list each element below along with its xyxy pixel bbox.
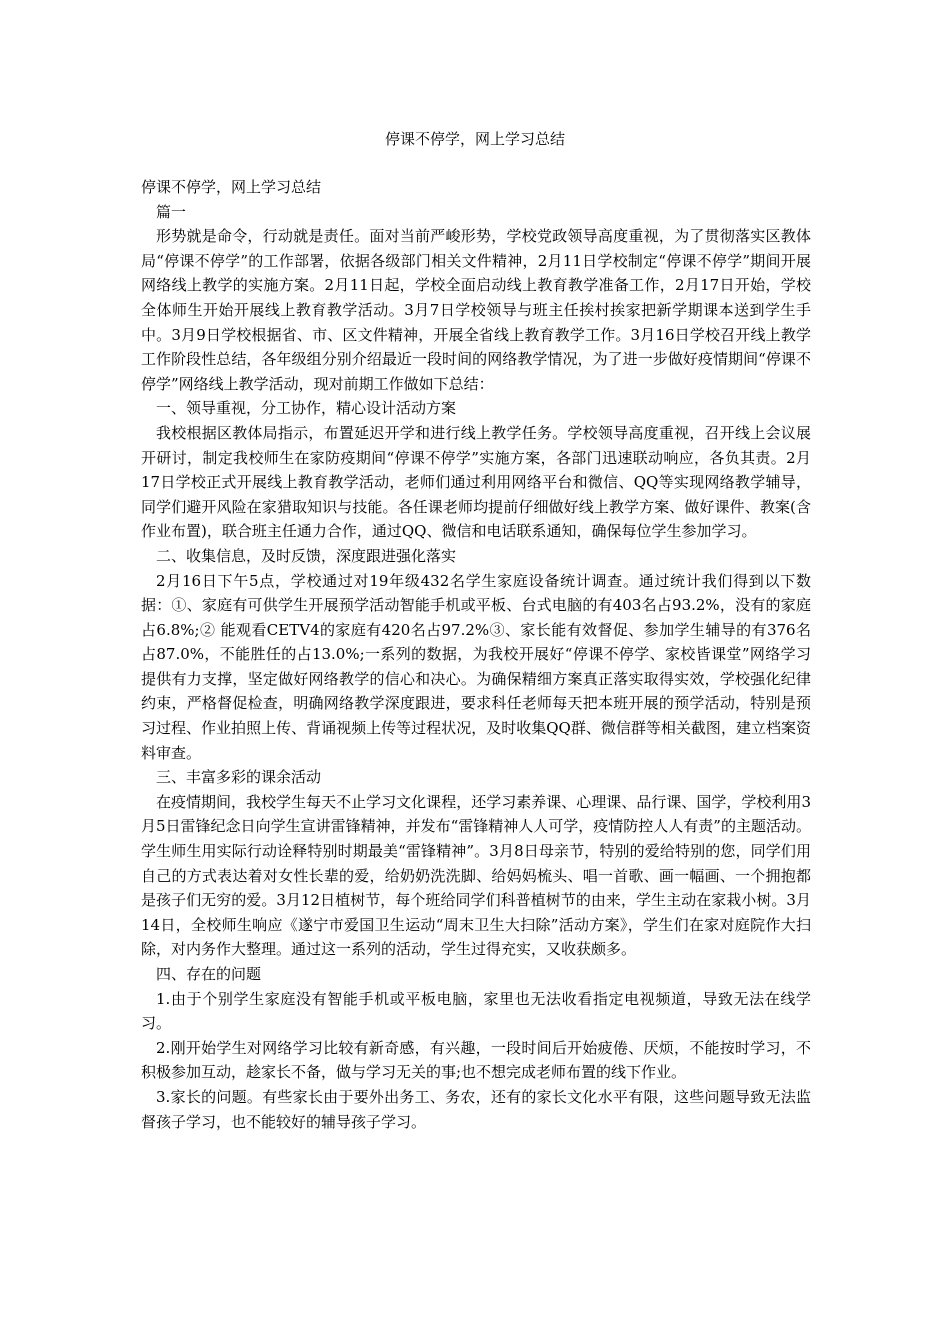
problem-item-3: 3.家长的问题。有些家长由于要外出务工、务农，还有的家长文化水平有限，这些问题导致无法监督孩子学习，也不能较好的辅导孩子学习。 — [141, 1087, 811, 1131]
section-heading-1: 一、领导重视，分工协作，精心设计活动方案 — [156, 399, 457, 418]
problem-item-1: 1.由于个别学生家庭没有智能手机或平板电脑，家里也无法收看指定电视频道，导致无法在线学习。 — [141, 989, 811, 1033]
problem-item-2: 2.刚开始学生对网络学习比较有新奇感，有兴趣，一段时间后开始疲倦、厌烦，不能按时学习，不积极参加互动，趁家长不备，做与学习无关的事;也不想完成老师布置的线下作业。 — [141, 1038, 811, 1082]
document-body — [141, 175, 811, 1134]
section-heading-4: 四、存在的问题 — [156, 965, 262, 983]
paragraph-section-2: 2月16日下午5点，学校通过对19年级432名学生家庭设备统计调查。通过统计我们得到以下数据：①、家庭有可供学生开展预学活动智能手机或平板、台式电脑的有403名占93.2%，没有的家庭占6.8%;② 能观看CETV4的家庭有420名占97.2%③、家长能有效督促、参加学生辅导的有376名占87.0%，不能胜任的占13.0%;一系列的数据，为我校开展好“停课不停学、家校皆课堂”网络学习提供有力支撑，坚定做好网络教学的信心和决心。为确保精细方案真正落实取得实效，学校强化纪律约束，严格督促检查，明确网络教学深度跟进，要求科任老师每天把本班开展的预学活动，特别是预习过程、作业拍照上传、背诵视频上传等过程状况，及时收集QQ群、微信群等相关截图，建立档案资料审查。 — [141, 571, 811, 762]
paragraph-section-1: 我校根据区教体局指示，布置延迟开学和进行线上教学任务。学校领导高度重视，召开线上会议展开研讨，制定我校师生在家防疫期间“停课不停学”实施方案，各部门迅速联动响应，各负其责。2月17日学校正式开展线上教育教学活动，老师们通过利用网络平台和微信、QQ等实现网络教学辅导，同学们避开风险在家猎取知识与技能。各任课老师均提前仔细做好线上教学方案、做好课件、教案(含作业布置)，联合班主任通力合作，通过QQ、微信和电话联系通知，确保每位学生参加学习。 — [141, 423, 811, 541]
paragraph-section-3: 在疫情期间，我校学生每天不止学习文化课程，还学习素养课、心理课、品行课、国学，学校利用3月5日雷锋纪念日向学生宣讲雷锋精神，并发布“雷锋精神人人可学，疫情防控人人有责”的主题活动。学生师生用实际行动诠释特别时期最美“雷锋精神”。3月8日母亲节，特别的爱给特别的您，同学们用自己的方式表达着对女性长辈的爱，给奶奶洗洗脚、给妈妈梳头、唱一首歌、画一幅画、一个拥抱都是孩子们无穷的爱。3月12日植树节，每个班给同学们科普植树节的由来，学生主动在家栽小树。3月14日，全校师生响应《遂宁市爱国卫生运动“周末卫生大扫除”活动方案》，学生们在家对庭院作大扫除，对内务作大整理。通过这一系列的活动，学生过得充实，又收获颇多。 — [141, 792, 811, 959]
part-label: 篇一 — [156, 202, 187, 221]
document-title: 停课不停学，网上学习总结 — [384, 130, 565, 148]
section-heading-3: 三、丰富多彩的课余活动 — [156, 768, 322, 787]
paragraph-intro: 形势就是命令，行动就是责任。面对当前严峻形势，学校党政领导高度重视，为了贯彻落实区教体局“停课不停学”的工作部署，依据各级部门相关文件精神，2月11日学校制定“停课不停学”期间开展网络线上教学的实施方案。2月11日起，学校全面启动线上教育教学准备工作，2月17日开始，学校全体师生开始开展线上教育教学活动。3月7日学校领导与班主任挨村挨家把新学期课本送到学生手中。3月9日学校根据省、市、区文件精神，开展全省线上教育教学工作。3月16日学校召开线上教学工作阶段性总结，各年级组分别介绍最近一段时间的网络教学情况，为了进一步做好疫情期间“停课不停学”网络线上教学活动，现对前期工作做如下总结： — [141, 227, 811, 393]
document-subtitle: 停课不停学，网上学习总结 — [141, 178, 322, 196]
section-heading-2: 二、收集信息，及时反馈，深度跟进强化落实 — [156, 546, 457, 565]
